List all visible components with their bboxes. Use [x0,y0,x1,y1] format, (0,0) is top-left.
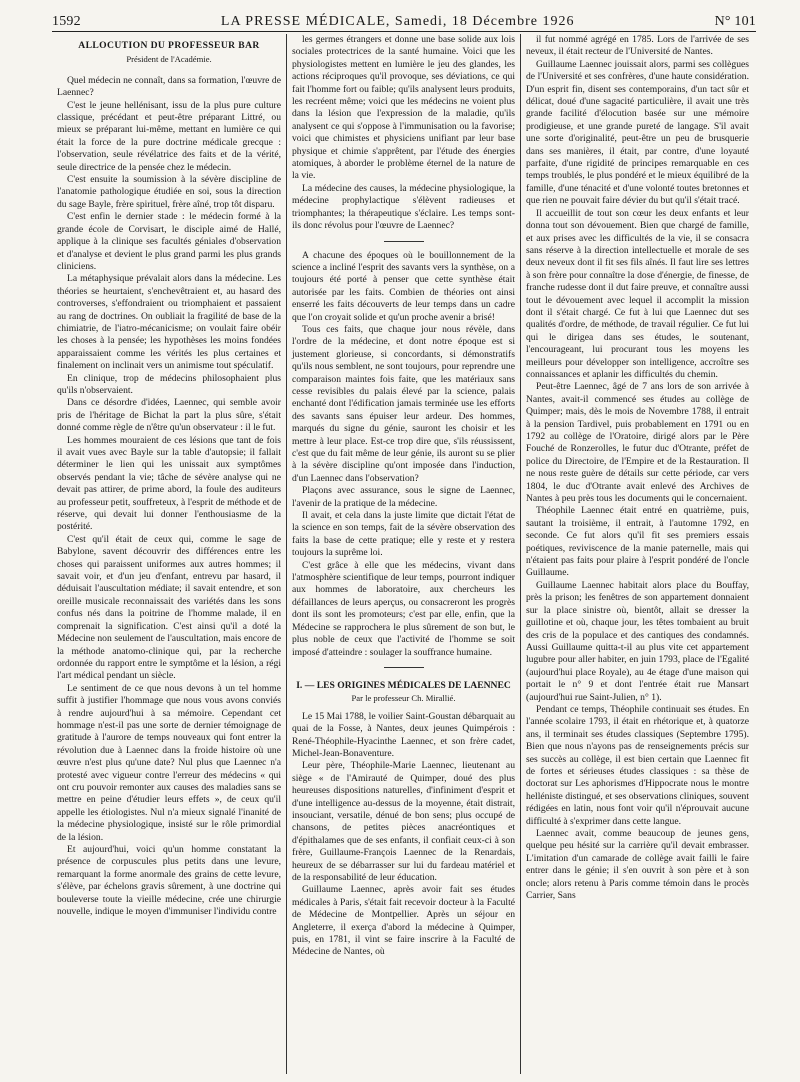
paragraph: Théophile Laennec était entré en quatrième, puis, sautant la troisième, il entrait, à l'automne 1792, en seconde. Ce fut alors qu'il fit ses premiers essais poétiques, reviviscence de la manie paternelle, mais qui n'étaient pas faits pour plaire à l'esprit pondéré de l'oncle Guillaume. [526,505,749,579]
paragraph: Guillaume Laennec, après avoir fait ses études médicales à Paris, s'était fait recevoir docteur à la Faculté de Médecine de Montpellier. Après un séjour en Angleterre, il exerça d'abord la médecine à Quimper, puis, en 1781, il vint se faire inscrire à la Faculté de Médecine de Nantes, où [292,884,515,958]
paragraph: Peut-être Laennec, âgé de 7 ans lors de son arrivée à Nantes, avait-il commencé ses études au collège de Quimper; mais, dès le mois de Novembre 1788, il entrait à la pension Tardivel, puis probablement en 1791 ou en 1792 au collège de l'Oratoire, dirigé alors par le Père Fouché de Ronzerolles, le futur duc d'Otrante, préfet de police du Directoire, de l'Empire et de la Restauration. Il ne nous reste guère de détails sur cette période, car vers 1804, le duc d'Otrante avait enlevé des Archives de Nantes à peu près tous les documents qui le concernaient. [526,381,749,505]
paragraph: Guillaume Laennec jouissait alors, parmi ses collègues de l'Université et ses confrères, d'une haute considération. D'un esprit fin, disent ses contemporains, d'un tact sûr et délicat, doué d'une sagacité particulière, il avait une très grande facilité d'élocution basée sur une mémoire prodigieuse, et une grande pureté de langage. S'il avait une sorte d'originalité, peut-être un peu de brusquerie dans ses manières, il était, par contre, d'une loyauté parfaite, d'une rigidité de principes remarquable en ces temps troublés, le plus pondéré et le mieux équilibré de la famille, d'une ténacité et d'une volonté toutes bretonnes et que rien ne pouvait faire dévier du but qu'il s'était tracé. [526,58,749,207]
journal-title: LA PRESSE MÉDICALE, Samedi, 18 Décembre 1926 [220,14,575,29]
paragraph: Dans ce désordre d'idées, Laennec, qui semble avoir pris de l'héritage de Bichat la part la plus sûre, s'était donné comme règle de n'être qu'un observateur : il le fut. [57,397,281,434]
paragraph-list [57,75,281,919]
paragraph-list [292,34,515,233]
paragraph: Il accueillit de tout son cœur les deux enfants et leur donna tout son dévouement. Bien que chargé de famille, et aux prises avec les difficultés de la vie, il se consacra sans réserve à la direction intellectuelle et morale de ses deux neveux dont il fit ses fils aînés. Il faut lire ses lettres à son frère pour connaître la dose d'énergie, de finesse, de franche rudesse dont il dut faire preuve, et connaître aussi tout le dévouement avec lequel il accomplit la mission dont il s'était chargé. Ce fut à lui que Laennec dut ses qualités d'ordre, de méthode, de travail régulier. Ce fut lui qui le dirigea dans ses études, le soutenant, l'encourageant, lui procurant tous les moyens les meilleurs pour développer son intelligence, accroître ses connaissances et aplanir les difficultés du chemin. [526,207,749,380]
paragraph: Plaçons avec assurance, sous le signe de Laennec, l'avenir de la pratique de la médecine. [292,485,515,509]
section-separator [384,241,424,242]
article-title: I. — LES ORIGINES MÉDICALES DE LAENNEC [296,679,511,691]
column-3 [520,34,754,1074]
text-columns [52,34,756,1074]
column-1 [52,34,286,1074]
paragraph: C'est grâce à elle que les médecins, vivant dans l'atmosphère scientifique de leur temps, pourront indiquer aux hommes de laboratoire, aux chercheurs les défaillances de leurs aperçus, ou consacreront les progrès dont ils sont les promoteurs; c'est par elle, enfin, que la Médecine se rapprochera le plus sûrement de son but, le plus noble de ceux que l'activité de l'homme se soit imposé d'atteindre : soulager la souffrance humaine. [292,559,515,658]
paragraph: En clinique, trop de médecins philosophaient plus qu'ils n'observaient. [57,372,281,396]
section-title: ALLOCUTION DU PROFESSEUR BAR [78,40,260,51]
paragraph: C'est ensuite la soumission à la sévère discipline de l'anatomie pathologique étudiée en soi, sous la direction du sage Bayle, frère spirituel, frère aîné, trop tôt disparu. [57,174,281,210]
paragraph-list [292,250,515,659]
paragraph: Pendant ce temps, Théophile continuait ses études. En l'année scolaire 1793, il était en rhétorique et, à quatorze ans, il terminait ses études classiques (Septembre 1795). Bien que nous n'ayons pas de renseignements précis sur ses succès au collège, il est bien certain que Laennec fit de fortes et sérieuses études classiques : sa thèse de doctorat sur Les aphorismes d'Hippocrate nous le montre helléniste distingué, et ses observations cliniques, souvent rédigées en latin, nous font voir qu'il n'éprouvait aucune difficulté à s'exprimer dans cette langue. [526,703,749,827]
paragraph: Le sentiment de ce que nous devons à un tel homme suffit à justifier l'hommage que nous vous avons conviés à rendre aujourd'hui à sa mémoire. Cependant cet hommage n'est-il pas une sorte de dernier témoignage de gratitude à l'aurore de temps nouveaux qui font entrer la révolution due à Laennec dans la froide histoire où une œuvre n'est plus qu'une date? Nul plus que Laennec n'a protesté avec vigueur contre l'erreur des médecins « qui ont cru pouvoir remonter aux causes des maladies sans se mettre en peine d'étudier leurs effets », de ceux qu'il appelle les étiologistes. Nul n'a mieux signalé l'inanité de la médecine physiologique, insisté sur le rôle primordial de la lésion. [57,682,281,843]
paragraph-list [526,34,749,902]
issue-number: N° 101 [714,14,756,29]
header-rule [52,31,756,32]
paragraph: il fut nommé agrégé en 1785. Lors de l'arrivée de ses neveux, il était recteur de l'Université de Nantes. [526,34,749,58]
paragraph: C'est enfin le dernier stade : le médecin formé à la grande école de Corvisart, le disciple aimé de Hallé, applique à la clinique ses facultés géniales d'observation et d'analyse et devient le plus grand parmi les plus grands cliniciens. [57,211,281,272]
paragraph: Laennec avait, comme beaucoup de jeunes gens, quelque peu hésité sur la carrière qu'il devait embrasser. L'imitation d'un camarade de collège avait failli le faire entrer dans le génie; il s'en ouvrit à son père et à son oncle; alors retenu à Paris comme témoin dans le procès Carrier, Sans [526,828,749,902]
paragraph: Il avait, et cela dans la juste limite que dictait l'état de la science en son temps, fait de la sévère observation des faits la base de cette pratique; elle y reste et y restera toujours la suprême loi. [292,510,515,559]
paragraph: Guillaume Laennec habitait alors place du Bouffay, près la prison; les fenêtres de son appartement donnaient sur la place sinistre où, bientôt, allait se dresser la guillotine et où, chaque jour, les têtes tombaient au bruit des cris de la populace et des cantiques des condamnés. Aussi Guillaume quitta-t-il au plus vite cet appartement lugubre pour aller habiter, en juin 1793, place de l'Egalité (aujourd'hui place Royale), au 4e étage d'une maison qui portait le n° 9 et dont l'entrée était rue Mansart (aujourd'hui rue Saint-Julien, n° 1). [526,579,749,703]
paragraph: C'est qu'il était de ceux qui, comme le sage de Babylone, savent découvrir des différences entre les choses qui paraissent uniformes aux autres hommes; il savait voir, et d'un jeu d'enfant, entrevu par hasard, il déduisait l'auscultation médiate; il savait entendre, et son oreille musicale reconnaissait des variétés dans les sons confus nés dans la poitrine de l'homme malade, il en comprenait la signification. C'est ainsi qu'il a doté la Médecine non seulement de l'auscultation, mais encore de la méthode anatomo-clinique qui, par la recherche ordonnée du rapport entre le symptôme et la lésion, a régi l'art médical pendant un siècle. [57,533,281,682]
section-separator [384,667,424,668]
page-header [52,6,756,30]
page-number: 1592 [52,14,81,29]
paragraph: A chacune des époques où le bouillonnement de la science a incliné l'esprit des savants vers la synthèse, on a toujours été porté à penser que cette synthèse était autorisée par les faits. Combien de théories ont ainsi enserré les faits découverts de leur temps dans un cadre que l'on croyait solide et qu'un proche avenir a brisé! [292,249,515,323]
paragraph: les germes étrangers et donne une base solide aux lois sociales protectrices de la santé humaine. Voici que les physiologistes mettent en lumière le jeu des glandes, les actions réciproques qu'il provoque, ses déviations, ce qui fait l'homme fort ou faible; qu'ils analysent leurs produits, les recréent même; voici que les médecins ne voient plus dans la lésion que l'expression de la maladie, qu'ils analysent ce qui s'oppose à l'immunisation ou la favorise; voici que chimistes et physiciens unifiant par leur base physique et chimie s'apprêtent, par l'étude des énergies atomiques, à aborder le problème éternel de la nature de la vie. [292,34,515,182]
column-2 [286,34,520,1074]
paragraph: Et aujourd'hui, voici qu'un homme constatant la présence de corpuscules plus petits dans une levure, remarquant la forme anormale des grains de cette levure, s'élève, par échelons gravis sûrement, à une doctrine qui bouleverse toute la vieille médecine, crée une chirurgie nouvelle, indique le moyen d'immuniser l'individu contre [57,844,281,918]
paragraph: Le 15 Mai 1788, le voilier Saint-Goustan débarquait au quai de la Fosse, à Nantes, deux jeunes Quimpérois : René-Théophile-Hyacinthe Laennec, et son frère cadet, Michel-Jean-Bonaventure. [292,710,515,759]
paragraph-list [292,711,515,959]
section-subtitle: Président de l'Académie. [126,54,212,65]
paragraph: Quel médecin ne connaît, dans sa formation, l'œuvre de Laennec? [57,74,281,99]
paragraph: La métaphysique prévalait alors dans la médecine. Les théories se heurtaient, s'enchevêtraient et, au hasard des controverses, s'effondraient ou triomphaient et passaient au rang de doctrines. On oubliait la fragilité de base de la chimiatrie, de l'iatro-mécanicisme; on voulait faire obéir les choses à la pensée; les hypothèses les moins fondées apparaissaient comme les vérités les plus certaines et finalement on inclinait vers un animisme tout spéculatif. [57,273,281,372]
paragraph: Les hommes mouraient de ces lésions que tant de fois il avait vues avec Bayle sur la table d'autopsie; il fallait déterminer le lien qui les unissait aux symptômes observés pendant la vie; tâche de sévère analyse qui ne devait pas attirer, de prime abord, la foule des auditeurs au professeur petit, souffreteux, à l'esprit de méthode et de réserve, qui devait lui donner l'enthousiasme de la postérité. [57,434,281,533]
paragraph: La médecine des causes, la médecine physiologique, la médecine prophylactique s'élèvent radieuses et triomphantes; la thérapeutique s'éclaire. Les temps sont-ils donc révolus pour l'œuvre de Laennec? [292,182,515,232]
paragraph: Tous ces faits, que chaque jour nous révèle, dans l'ordre de la médecine, et dont notre époque est si justement glorieuse, si concordants, si démonstratifs qu'ils nous semblent, ne sont toujours, pour reprendre une comparaison maintes fois faite, que les matériaux sans cesse revisibles du palais élevé par la science, palais enchanté dont l'édification jamais terminée use les efforts des savants sans épuiser leur ardeur. Des hommes, marqués du signe du génie, sauront les choisir et les mettre à leur place. Est-ce trop dire que, s'ils réussissent, c'est que du fait même de leur génie, ils auront su se plier à la sévère discipline qu'ont imposée dans l'induction, d'un Laennec dans l'observation? [292,323,515,484]
article-author: Par le professeur Ch. Mirallié. [351,693,456,704]
paragraph: C'est le jeune hellénisant, issu de la plus pure culture classique, précédant et peut-être préparant Littré, ou mieux se préparant lui-même, mettant en lumière ce qui était la force de la pure doctrine médicale grecque : l'observation, seule révélatrice des faits et de la vérité, seule directrice de la pensée chez le médecin. [57,99,281,173]
paragraph: Leur père, Théophile-Marie Laennec, lieutenant au siège « de l'Amirauté de Quimper, doué des plus heureuses dispositions naturelles, d'infiniment d'esprit et d'une intelligence au-dessus de la moyenne, était distrait, insouciant, versatile, dénué de bon sens; plus occupé de chansons, de petites pièces anacréontiques et d'épithalames que de ses enfants, il confiait ceux-ci à son frère, Guillaume-François Laennec de la Renardais, heureux de se débarrasser sur lui du fardeau matériel et de la responsabilité de leur éducation. [292,760,515,883]
